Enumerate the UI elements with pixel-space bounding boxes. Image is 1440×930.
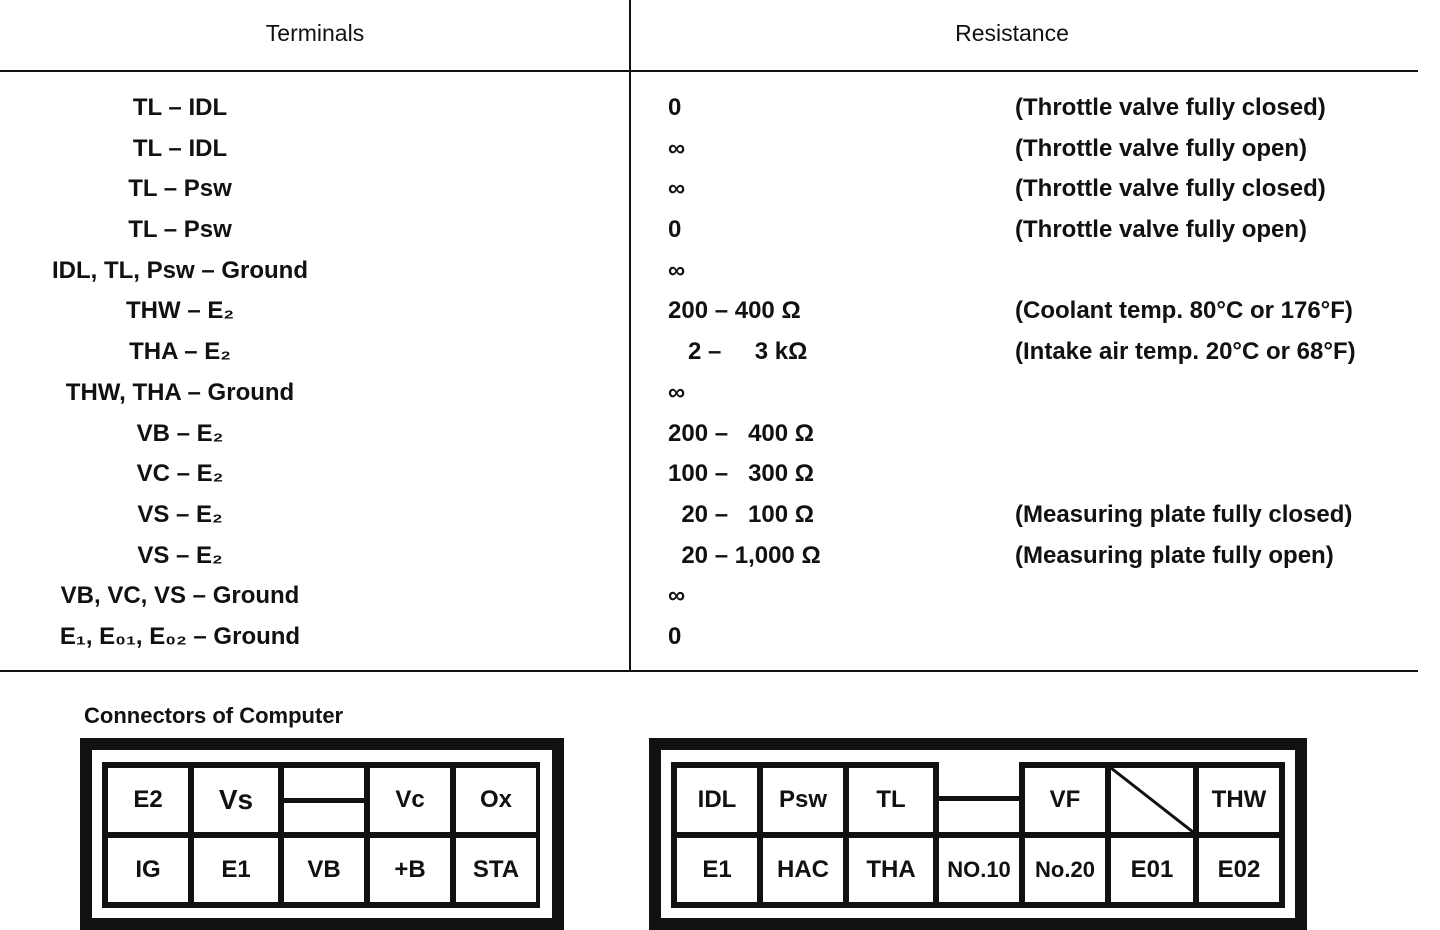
- resistance-cell: ∞: [668, 175, 686, 203]
- pin-e2: E2: [108, 768, 188, 832]
- pin-e02: E02: [1199, 838, 1279, 902]
- pin-no10: NO.10: [939, 838, 1019, 902]
- table-row: [0, 291, 1440, 332]
- pin-ox: Ox: [456, 768, 536, 832]
- pin-ig: IG: [108, 838, 188, 902]
- resistance-cell: 100 – 300 Ω: [668, 460, 815, 488]
- terminals-cell: VB, VC, VS – Ground: [60, 582, 300, 610]
- pin-thw: THW: [1199, 768, 1279, 832]
- condition-cell: (Measuring plate fully open): [1015, 541, 1334, 569]
- pin-sta: STA: [456, 838, 536, 902]
- right-connector: [649, 738, 1307, 930]
- pin-plus-b: +B: [370, 838, 450, 902]
- terminals-cell: IDL, TL, Psw – Ground: [51, 256, 308, 284]
- terminals-cell: VC – E₂: [136, 460, 224, 488]
- pin-psw: Psw: [763, 768, 843, 832]
- table-row: [0, 169, 1440, 210]
- resistance-cell: ∞: [668, 256, 686, 284]
- pin-idl: IDL: [677, 768, 757, 832]
- resistance-cell: 2 – 3 kΩ: [668, 338, 808, 366]
- terminals-cell: TL – Psw: [128, 175, 232, 203]
- pin-e1: E1: [677, 838, 757, 902]
- condition-cell: (Intake air temp. 20°C or 68°F): [1015, 338, 1356, 366]
- pin-blank-diagonal: [1111, 768, 1193, 832]
- condition-cell: (Throttle valve fully closed): [1015, 175, 1326, 203]
- left-connector: [80, 738, 564, 930]
- pin-vc: Vc: [370, 768, 450, 832]
- condition-cell: (Measuring plate fully closed): [1015, 500, 1353, 528]
- resistance-cell: 0: [668, 94, 682, 121]
- table-row: [0, 414, 1440, 455]
- terminals-cell: THW, THA – Ground: [65, 378, 295, 406]
- resistance-cell: 200 – 400 Ω: [668, 419, 815, 447]
- table-row: [0, 210, 1440, 251]
- terminals-cell: THW – E₂: [126, 297, 234, 325]
- pin-e01: E01: [1111, 838, 1193, 902]
- pin-hac: HAC: [763, 838, 843, 902]
- header-terminals: Terminals: [265, 20, 365, 46]
- resistance-cell: 0: [668, 622, 682, 650]
- table-row: [0, 454, 1440, 495]
- resistance-cell: 200 – 400 Ω: [668, 297, 801, 325]
- diagonal-slash-icon: [1111, 768, 1193, 832]
- condition-cell: (Throttle valve fully closed): [1015, 94, 1326, 121]
- pin-no20: No.20: [1025, 838, 1105, 902]
- pin-tl: TL: [849, 768, 933, 832]
- terminals-cell: E₁, E₀₁, E₀₂ – Ground: [59, 622, 301, 650]
- resistance-cell: 20 – 100 Ω: [668, 500, 815, 528]
- key-bar: [939, 796, 1019, 801]
- table-row: [0, 536, 1440, 577]
- terminals-cell: TL – IDL: [132, 134, 228, 162]
- terminals-cell: TL – IDL: [132, 94, 228, 121]
- resistance-cell: ∞: [668, 134, 686, 162]
- pin-e1: E1: [194, 838, 278, 902]
- resistance-table: [0, 88, 1440, 658]
- pin-vb: VB: [284, 838, 364, 902]
- terminals-cell: THA – E₂: [129, 338, 231, 366]
- resistance-cell: 0: [668, 216, 682, 244]
- resistance-cell: ∞: [668, 378, 686, 406]
- resistance-cell: 20 – 1,000 Ω: [668, 541, 821, 569]
- table-row: [0, 88, 1440, 129]
- pin-tha: THA: [849, 838, 933, 902]
- table-row: [0, 576, 1440, 617]
- table-row: [0, 617, 1440, 658]
- header-resistance: Resistance: [955, 20, 1069, 46]
- terminals-cell: TL – Psw: [128, 216, 232, 244]
- condition-cell: (Throttle valve fully open): [1015, 216, 1308, 244]
- table-row: [0, 332, 1440, 373]
- connectors-caption: Connectors of Computer: [84, 703, 344, 728]
- header-rule: [0, 70, 1418, 72]
- table-bottom-rule: [0, 670, 1418, 672]
- condition-cell: (Throttle valve fully open): [1015, 134, 1308, 162]
- pin-vs: Vs: [194, 768, 278, 832]
- resistance-cell: ∞: [668, 582, 686, 610]
- condition-cell: (Coolant temp. 80°C or 176°F): [1015, 297, 1353, 325]
- terminals-cell: VS – E₂: [137, 500, 223, 528]
- table-row: [0, 495, 1440, 536]
- terminals-cell: VB – E₂: [136, 419, 224, 447]
- table-row: [0, 251, 1440, 292]
- key-bar: [284, 798, 364, 803]
- terminals-cell: VS – E₂: [137, 541, 223, 569]
- table-row: [0, 129, 1440, 170]
- pin-vf: VF: [1025, 768, 1105, 832]
- table-row: [0, 373, 1440, 414]
